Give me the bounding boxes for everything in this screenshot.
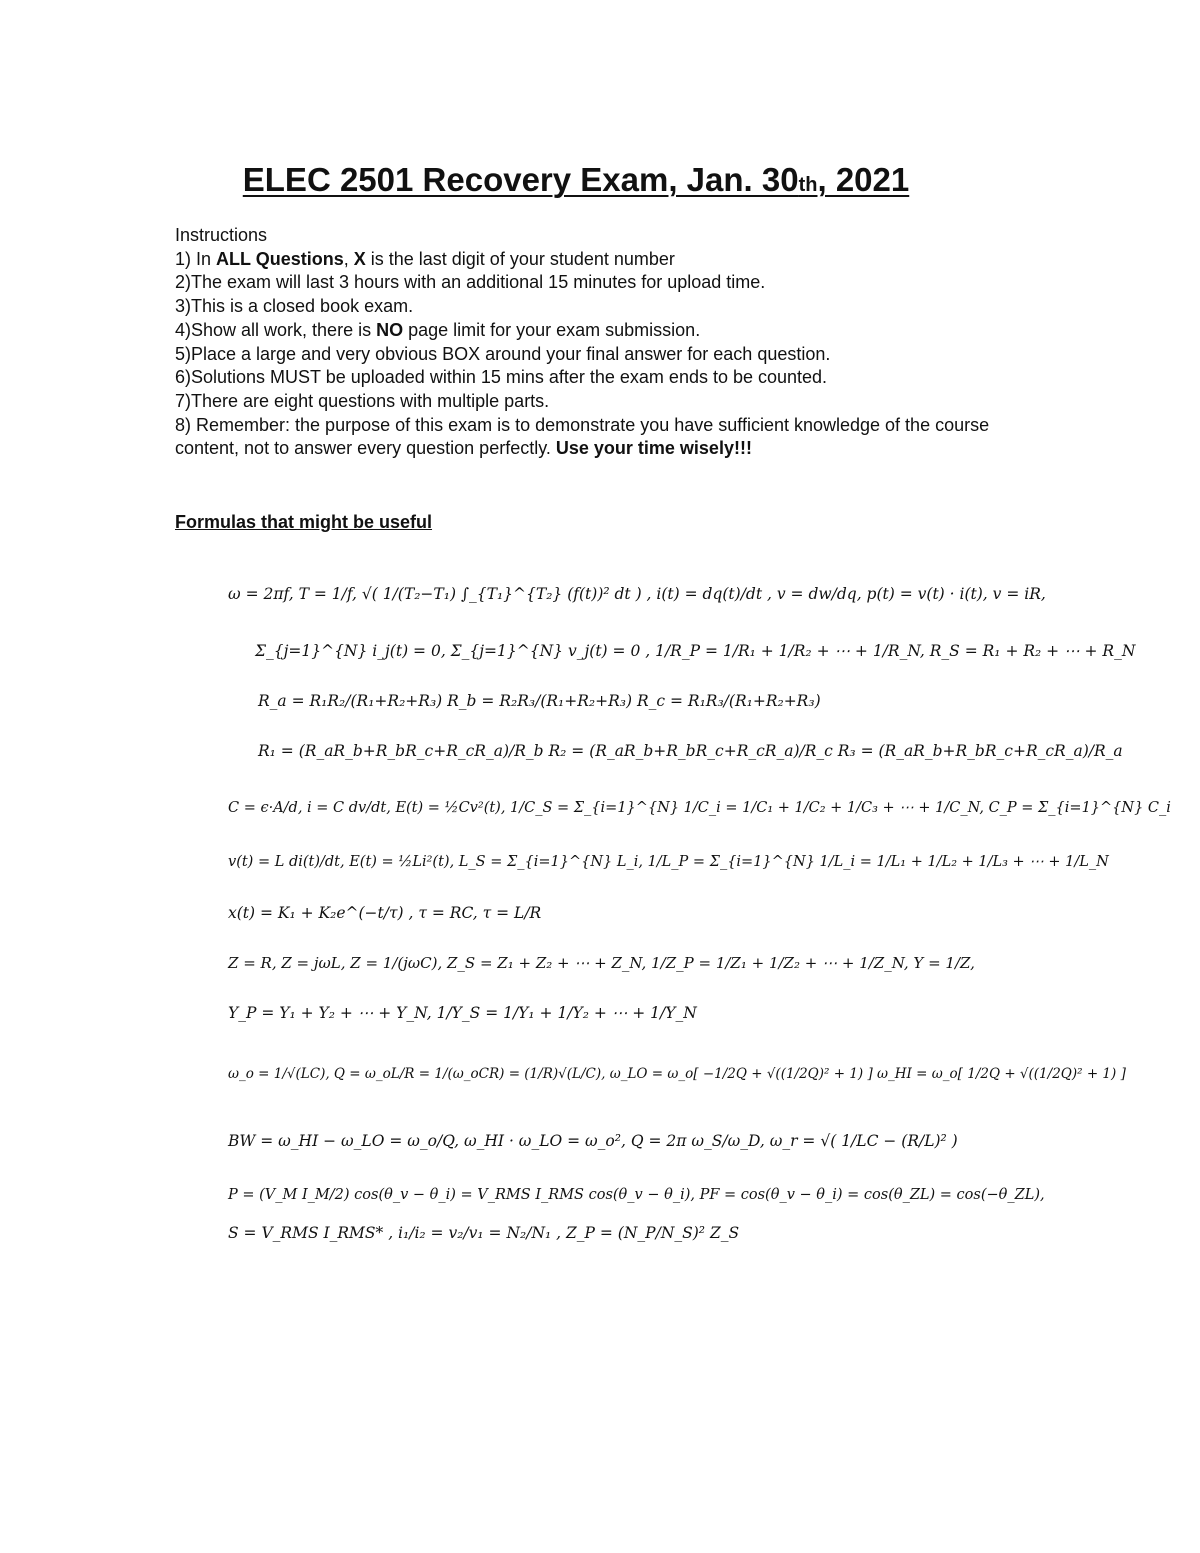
title-ordinal: th bbox=[798, 174, 818, 196]
formulas-heading: Formulas that might be useful bbox=[175, 512, 433, 532]
formula-line-7: x(t) = K₁ + K₂e^(−t/τ) , τ = RC, τ = L/R bbox=[228, 904, 542, 922]
formula-line-3: R_a = R₁R₂/(R₁+R₂+R₃) R_b = R₂R₃/(R₁+R₂+R₃) R_c = R₁R₃/(R₁+R₂+R₃) bbox=[258, 692, 821, 710]
formula-line-12: P = (V_M I_M/2) cos(θ_v − θ_i) = V_RMS I_RMS cos(θ_v − θ_i), PF = cos(θ_v − θ_i) = cos(θ_ZL) = cos(−θ_ZL), bbox=[228, 1187, 1045, 1203]
formula-line-1: ω = 2πf, T = 1/f, √( 1/(T₂−T₁) ∫_{T₁}^{T₂} (f(t))² dt ) , i(t) = dq(t)/dt , v = dw/dq, p(t) = v(t) · i(t), v = iR, bbox=[228, 585, 1046, 603]
instruction-text: 4)Show all work, there is bbox=[175, 319, 377, 340]
formula-line-5: C = ϵ·A/d, i = C dv/dt, E(t) = ½Cv²(t), 1/C_S = Σ_{i=1}^{N} 1/C_i = 1/C₁ + 1/C₂ + 1/C₃ + ⋯ + 1/C_N, C_P = Σ_{i=1}^{N} C_i bbox=[228, 800, 1171, 816]
instruction-item-5: 5)Place a large and very obvious BOX around your final answer for each question. bbox=[175, 343, 831, 364]
formula-line-8: Z = R, Z = jωL, Z = 1/(jωC), Z_S = Z₁ + Z₂ + ⋯ + Z_N, 1/Z_P = 1/Z₁ + 1/Z₂ + ⋯ + 1/Z_N, Y = 1/Z, bbox=[228, 954, 975, 972]
instruction-text: is the last digit of your student number bbox=[365, 248, 675, 269]
formula-line-6: v(t) = L di(t)/dt, E(t) = ½Li²(t), L_S = Σ_{i=1}^{N} L_i, 1/L_P = Σ_{i=1}^{N} 1/L_i = 1/L₁ + 1/L₂ + 1/L₃ + ⋯ + 1/L_N bbox=[228, 854, 1109, 870]
instruction-text: , bbox=[343, 248, 354, 269]
instruction-bold: Use your time wisely!!! bbox=[555, 438, 752, 459]
formula-line-10: ω_o = 1/√(LC), Q = ω_oL/R = 1/(ω_oCR) = (1/R)√(L/C), ω_LO = ω_o[ −1/2Q + √((1/2Q)² + 1) ] ω_HI = ω_o[ 1/2Q + √((1/2Q)² + 1) ] bbox=[228, 1066, 1126, 1082]
instruction-item-3: 3)This is a closed book exam. bbox=[175, 296, 414, 317]
instruction-text: 8) Remember: the purpose of this exam is to demonstrate you have sufficient knowledge of the course content, not to answer every question perfectly. bbox=[175, 414, 990, 459]
formula-line-11: BW = ω_HI − ω_LO = ω_o/Q, ω_HI · ω_LO = ω_o², Q = 2π ω_S/ω_D, ω_r = √( 1/LC − (R/L)² ) bbox=[228, 1132, 958, 1150]
instruction-bold: NO bbox=[376, 319, 404, 340]
instruction-item-7: 7)There are eight questions with multiple parts. bbox=[175, 390, 550, 411]
instruction-text: page limit for your exam submission. bbox=[403, 319, 701, 340]
title-year: , 2021 bbox=[817, 161, 910, 198]
instruction-item-6: 6)Solutions MUST be uploaded within 15 mins after the exam ends to be counted. bbox=[175, 367, 828, 388]
instruction-bold: X bbox=[353, 248, 366, 269]
title-main: ELEC 2501 Recovery Exam, Jan. 30 bbox=[242, 161, 799, 198]
instruction-bold: ALL Questions bbox=[216, 248, 344, 269]
instructions-heading: Instructions bbox=[175, 225, 268, 245]
formula-line-4: R₁ = (R_aR_b+R_bR_c+R_cR_a)/R_b R₂ = (R_aR_b+R_bR_c+R_cR_a)/R_c R₃ = (R_aR_b+R_bR_c+R_cR_a)/R_a bbox=[258, 742, 1123, 760]
formula-line-2: Σ_{j=1}^{N} i_j(t) = 0, Σ_{j=1}^{N} v_j(t) = 0 , 1/R_P = 1/R₁ + 1/R₂ + ⋯ + 1/R_N, R_S = R₁ + R₂ + ⋯ + R_N bbox=[255, 642, 1136, 660]
formula-line-13: S = V_RMS I_RMS* , i₁/i₂ = v₂/v₁ = N₂/N₁ , Z_P = (N_P/N_S)² Z_S bbox=[228, 1224, 740, 1242]
formula-line-9: Y_P = Y₁ + Y₂ + ⋯ + Y_N, 1/Y_S = 1/Y₁ + 1/Y₂ + ⋯ + 1/Y_N bbox=[228, 1004, 697, 1022]
instruction-item-2: 2)The exam will last 3 hours with an additional 15 minutes for upload time. bbox=[175, 272, 766, 293]
instruction-text: 1) In bbox=[175, 248, 217, 269]
